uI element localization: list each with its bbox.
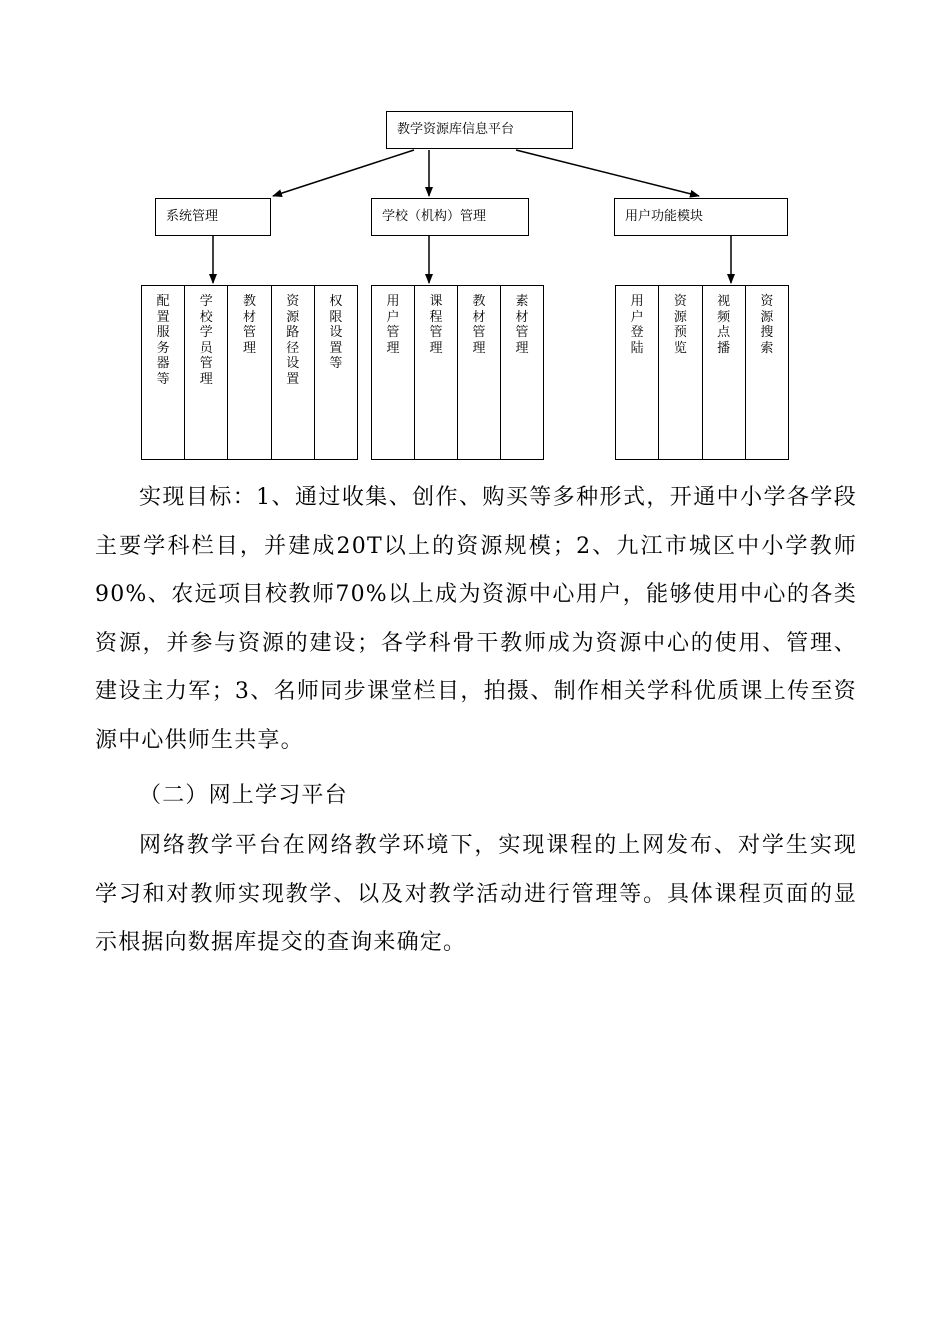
leaf-node-label: 视频点播 (717, 294, 731, 356)
leaf-node-label: 配置服务器等 (156, 294, 170, 387)
leaf-node-label: 用户管理 (386, 294, 400, 356)
leaf-node (228, 286, 271, 459)
leaf-node-label: 教材管理 (242, 294, 256, 356)
leaf-node (185, 286, 228, 459)
leaf-node (415, 286, 458, 459)
connector-root-user (516, 150, 699, 196)
leaf-node (272, 286, 315, 459)
leaf-node (703, 286, 746, 459)
leaf-node (616, 286, 659, 459)
leaf-node-label: 资源搜索 (760, 294, 774, 356)
user-items-group (615, 285, 789, 460)
leaf-node (372, 286, 415, 459)
leaf-node-label: 用户登陆 (630, 294, 644, 356)
leaf-node-label: 资源预览 (673, 294, 687, 356)
leaf-node-label: 学校学员管理 (199, 294, 213, 387)
leaf-node-label: 课程管理 (429, 294, 443, 356)
branch-node-system (155, 198, 271, 236)
branch-node-label: 用户功能模块 (625, 209, 704, 224)
root-node (386, 111, 573, 149)
leaf-node (746, 286, 788, 459)
branch-node-school (371, 198, 529, 236)
platform-paragraph: 网络教学平台在网络教学环境下，实现课程的上网发布、对学生实现学习和对教师实现教学、以及对教学活动进行管理等。具体课程页面的显示根据向数据库提交的查询来确定。 (95, 833, 857, 955)
leaf-node (659, 286, 702, 459)
branch-node-label: 系统管理 (166, 209, 219, 224)
system-items-group (141, 285, 358, 460)
leaf-node (501, 286, 543, 459)
root-node-label: 教学资源库信息平台 (397, 122, 515, 137)
goal-paragraph: 实现目标：1、通过收集、创作、购买等多种形式，开通中小学各学段主要学科栏目，并建成20T以上的资源规模；2、九江市城区中小学教师90%、农远项目校教师70%以上成为资源中心用户，能够使用中心的各类资源，并参与资源的建设；各学科骨干教师成为资源中心的使用、管理、建设主力军；3、名师同步课堂栏目，拍摄、制作相关学科优质课上传至资源中心供师生共享。 (95, 485, 857, 753)
branch-node-user (614, 198, 788, 236)
connector-root-system (273, 150, 414, 196)
leaf-node-label: 权限设置等 (329, 294, 343, 371)
leaf-node-label: 素材管理 (515, 294, 529, 356)
leaf-node (315, 286, 357, 459)
leaf-node (142, 286, 185, 459)
branch-node-label: 学校（机构）管理 (382, 209, 487, 224)
leaf-node (458, 286, 501, 459)
school-items-group (371, 285, 544, 460)
leaf-node-label: 教材管理 (472, 294, 486, 356)
section-heading: （二）网上学习平台 (139, 783, 348, 808)
leaf-node-label: 资源路径设置 (286, 294, 300, 387)
